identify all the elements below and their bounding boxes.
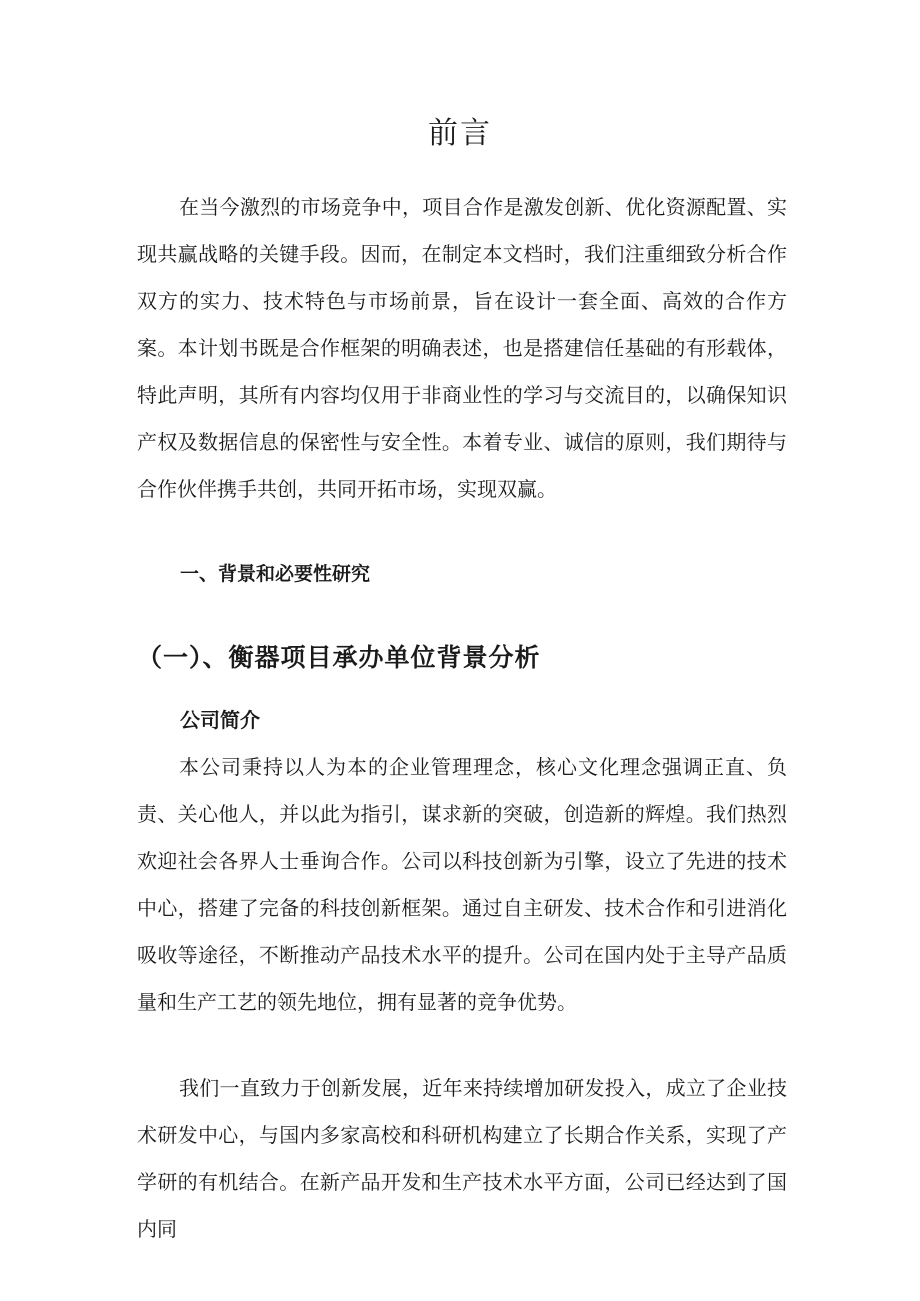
preface-paragraph: 在当今激烈的市场竞争中，项目合作是激发创新、优化资源配置、实现共赢战略的关键手段。因而，在制定本文档时，我们注重细致分析合作双方的实力、技术特色与市场前景，旨在设计一套全面、高效的合作方案。本计划书既是合作框架的明确表述，也是搭建信任基础的有形载体，特此声明，其所有内容均仅用于非商业性的学习与交流目的，以确保知识产权及数据信息的保密性与安全性。本着专业、诚信的原则，我们期待与合作伙伴携手共创，共同开拓市场，实现双赢。 [137, 195, 787, 501]
company-intro-heading: 公司简介 [180, 708, 260, 732]
subsection-heading: （一）、衡器项目承办单位背景分析 [137, 643, 541, 672]
company-paragraph-2: 我们一直致力于创新发展，近年来持续增加研发投入，成立了企业技术研发中心，与国内多家高校和科研机构建立了长期合作关系，实现了产学研的有机结合。在新产品开发和生产技术水平方面，公司已经达到了国内同 [137, 1076, 787, 1241]
company-paragraph-1: 本公司秉持以人为本的企业管理理念，核心文化理念强调正直、负责、关心他人，并以此为指引，谋求新的突破，创造新的辉煌。我们热烈欢迎社会各界人士垂询合作。公司以科技创新为引擎，设立了先进的技术中心，搭建了完备的科技创新框架。通过自主研发、技术合作和引进消化吸收等途径，不断推动产品技术水平的提升。公司在国内处于主导产品质量和生产工艺的领先地位，拥有显著的竞争优势。 [137, 755, 787, 1014]
document-title: 前言 [428, 116, 492, 151]
section-heading: 一、背景和必要性研究 [180, 563, 371, 585]
